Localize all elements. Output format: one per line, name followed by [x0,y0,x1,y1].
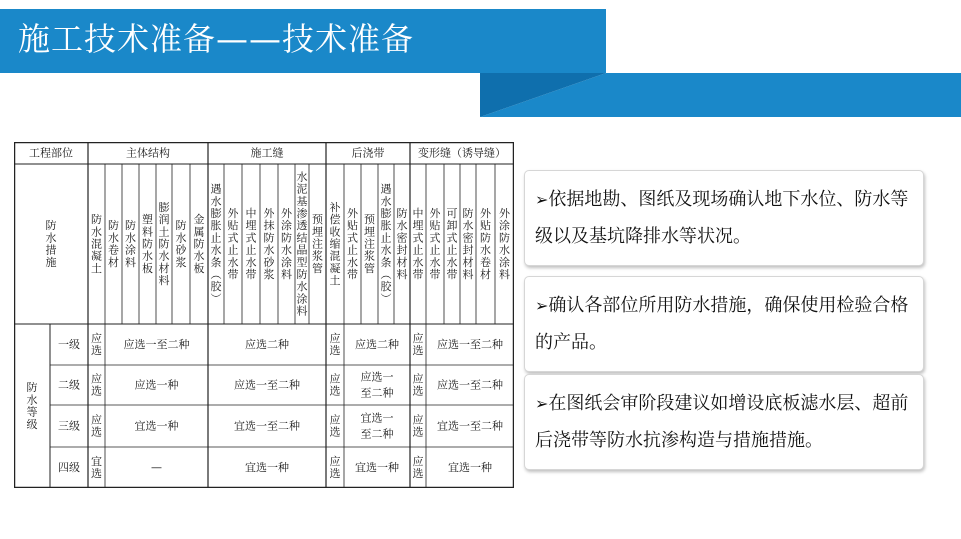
measure-name-21-char: 卸 [446,219,458,233]
measure-name-9-char: 中 [245,207,257,220]
header-deformation-joint: 变形缝（诱导缝） [418,146,506,160]
measure-name-18-char: 材 [396,255,408,269]
measure-name-7-char: 水 [210,243,222,257]
measure-name-4-char: 防 [158,237,170,251]
grade-deform-a-0-char: 选 [412,344,424,358]
grade-label [27,381,38,431]
measure-name-12-char: 水 [296,280,308,294]
grade-deform-a-1-char: 应 [412,372,424,386]
measure-name-13-char: 管 [312,261,323,275]
measure-name-6-char: 水 [193,249,205,263]
measure-name-24-char: 涂 [499,255,510,269]
grade-main-a-2 [91,412,102,438]
measure-name-14-char: 偿 [329,213,341,227]
measure-name-10-char: 外 [263,207,275,220]
measures-label-char: 防 [45,219,57,233]
grade-post-a-3-char: 选 [329,467,341,481]
measure-name-17-char: 胀 [380,219,392,233]
measure-name-15-char: 式 [347,231,358,245]
grade-post-a-1 [330,371,341,397]
measures-label-char: 施 [45,255,57,269]
measure-name-23-char: 材 [480,268,491,281]
note-3-arrow-icon: ➢ [535,394,549,413]
measure-name-4 [159,200,170,287]
measure-name-10 [264,206,276,281]
measure-name-14-char: 土 [329,274,341,288]
measure-name-19-char: 埋 [412,219,424,233]
measure-name-23-char: 外 [480,207,491,220]
measure-name-13 [312,213,323,275]
note-2 [535,287,919,361]
measure-name-7-char: 遇 [210,182,222,196]
measure-name-21 [447,207,458,281]
measure-name-9-char: 止 [245,243,257,257]
measure-name-18-char: 密 [396,231,408,245]
measure-name-22-char: 防 [462,207,474,220]
measure-name-12-char: 结 [296,231,308,245]
measure-name-20-char: 贴 [429,219,441,233]
measure-name-16-char: 管 [364,261,375,275]
grade-deform-a-3 [413,454,424,480]
measure-name-8 [228,206,240,281]
measure-name-21-char: 止 [446,243,458,257]
measures-label [46,219,57,269]
measure-name-8-char: 贴 [227,219,239,233]
measure-name-14-char: 混 [329,249,341,263]
measure-name-11-char: 涂 [281,255,292,269]
measure-name-3-char: 板 [142,261,153,275]
grade-joint-2: 宜选一至二种 [234,419,300,433]
measure-name-12-char: 防 [296,268,308,281]
measure-name-8-char: 外 [227,207,239,220]
measure-name-7-char: 水 [210,194,222,208]
grade-joint-0: 应选二种 [245,338,289,351]
measure-name-1-char: 水 [108,231,119,245]
measure-name-6-char: 属 [193,225,205,239]
measure-name-24-char: 外 [499,207,510,220]
slide-title: 施工技术准备——技术准备 [18,20,415,58]
measure-name-10-char: 浆 [263,268,275,281]
measure-name-22 [463,207,474,281]
grade-main-b-2: 宜选一种 [134,419,179,433]
measure-name-7-char: 胀 [210,219,222,233]
measure-name-7-char: ︵ [210,268,222,281]
measure-name-5-char: 砂 [175,243,187,257]
measures-label-char: 水 [45,231,57,245]
grade-label-char: 水 [26,393,38,407]
measure-name-17-char: 止 [380,231,392,245]
grade-post-a-2-char: 选 [329,425,341,439]
measure-name-12-char: 基 [296,194,308,208]
measure-name-13-char: 注 [312,237,323,251]
measure-name-24-char: 料 [499,268,510,281]
measure-name-16 [364,213,375,275]
measure-name-19-char: 中 [412,207,424,220]
measure-name-15-char: 带 [347,268,358,281]
measure-name-3-char: 塑 [142,213,153,227]
measure-name-0-char: 土 [91,261,102,275]
measure-name-0 [91,213,102,275]
measure-name-1 [108,219,119,269]
measure-name-21-char: 水 [446,255,458,269]
measure-name-21-char: 式 [446,231,458,245]
waterproofing-table-drawing [14,142,514,488]
measure-name-18 [397,207,408,281]
measure-name-8-char: 带 [227,268,239,281]
measure-name-4-char: 水 [158,249,170,263]
grade-deform-a-3-char: 选 [412,467,424,481]
grade-label-char: 防 [26,381,38,395]
measure-name-2-char: 料 [125,255,136,269]
measure-name-17 [381,183,393,306]
measure-name-9-char: 埋 [245,219,257,233]
grade-deform-a-0-char: 应 [412,331,424,345]
measure-name-14-char: 收 [329,225,341,239]
measure-name-8-char: 水 [227,255,239,269]
table-frame [15,143,514,488]
grade-post-b-0: 应选二种 [355,338,399,351]
grade-joint-1: 应选一至二种 [234,378,300,392]
measure-name-15-char: 止 [347,243,358,257]
note-box-3 [524,374,924,470]
measure-name-13-char: 预 [312,213,323,227]
measure-name-12-char: 泥 [296,182,308,196]
measure-name-16-char: 注 [364,237,375,251]
header-main-structure: 主体结构 [126,146,170,160]
grade-name-2: 三级 [58,419,80,433]
measure-name-13-char: 埋 [312,225,323,239]
grade-main-b-0: 应选一至二种 [123,338,190,351]
measure-name-11-char: 料 [281,268,292,281]
measure-name-14-char: 凝 [329,261,341,275]
measure-name-15-char: 外 [347,207,358,220]
measure-name-2-char: 涂 [125,243,136,257]
grade-post-b2-2: 至二种 [360,427,394,441]
note-2-text: 确认各部位所用防水措施，确保使用检验合格的产品。 [535,295,909,353]
waterproofing-table [14,142,514,488]
grade-post-a-3-char: 应 [329,454,341,468]
grade-post-b-1: 应选一 [360,370,394,384]
measure-name-4-char: 材 [158,261,170,275]
measure-name-20-char: 带 [429,268,441,281]
measure-name-11 [281,206,293,281]
measure-name-9-char: 水 [245,255,257,269]
measure-name-18-char: 封 [396,243,408,257]
grade-post-b-2: 宜选一 [360,411,394,425]
grade-main-a-1-char: 选 [91,384,102,398]
measure-name-10-char: 抹 [263,219,275,233]
grade-post-a-2 [330,412,341,438]
title-bar [0,9,606,73]
grade-deform-a-2-char: 应 [412,413,424,427]
measure-name-23-char: 防 [480,231,491,245]
header-project-part: 工程部位 [29,146,73,160]
measure-name-16-char: 埋 [364,225,375,239]
measure-name-18-char: 水 [396,219,408,233]
measure-name-4-char: 润 [158,213,170,227]
measure-name-11-char: 外 [281,207,292,220]
grade-deform-b-3: 宜选一种 [448,461,492,474]
measure-name-7-char: 胶 [210,280,222,294]
measure-name-1-char: 材 [108,255,119,269]
note-box-1 [524,170,924,266]
note-3 [535,385,919,459]
measure-name-12-char: 透 [296,219,308,233]
measure-name-19-char: 式 [412,231,424,245]
measure-name-18-char: 料 [396,268,408,281]
measure-name-5-char: 防 [175,219,187,233]
measure-name-3 [142,213,153,275]
measure-name-20 [430,206,442,281]
measure-name-17-char: ︵ [380,268,392,281]
grade-main-a-0 [91,331,102,357]
measure-name-2-char: 防 [125,219,136,233]
measure-name-22-char: 料 [462,268,474,281]
note-1-arrow-icon: ➢ [535,190,549,209]
grade-deform-b-2: 宜选一至二种 [437,419,503,433]
measure-name-17-char: 胶 [380,280,392,294]
grade-main-a-1-char: 应 [91,372,102,386]
grade-main-b-3: — [151,461,162,474]
grade-name-3: 四级 [58,461,80,474]
grade-main-b-1: 应选一种 [134,378,179,392]
grade-deform-b-0: 应选一至二种 [437,338,503,351]
measure-name-0-char: 混 [91,237,102,251]
grade-deform-a-2-char: 选 [412,425,424,439]
measure-name-22-char: 密 [462,231,474,245]
measure-name-3-char: 防 [142,237,153,251]
grade-main-a-2-char: 选 [91,425,102,439]
measure-name-5-char: 浆 [175,255,187,269]
measure-name-16-char: 预 [364,213,375,227]
measure-name-7-char: 膨 [210,207,222,220]
measure-name-20-char: 式 [429,231,441,245]
grade-post-a-1-char: 选 [329,384,341,398]
measure-name-2 [125,219,136,269]
measure-name-17-char: 水 [380,194,392,208]
measure-name-21-char: 带 [446,268,458,281]
measure-name-10-char: 砂 [263,255,275,269]
measure-name-19-char: 带 [412,268,424,281]
measure-name-17-char: 水 [380,243,392,257]
measure-name-0-char: 防 [91,213,102,227]
header-post-pour-strip: 后浇带 [351,146,385,160]
grade-joint-3: 宜选一种 [245,461,289,474]
measure-name-24-char: 防 [499,231,510,245]
measure-name-19-char: 止 [412,243,424,257]
measure-name-12-char: 型 [296,255,308,269]
measure-name-20-char: 外 [429,207,441,220]
measure-name-22-char: 封 [462,243,474,257]
grade-post-a-3 [330,454,341,480]
measure-name-0-char: 凝 [91,249,102,263]
grade-main-a-3 [91,455,102,480]
grade-post-b-3: 宜选一种 [355,461,399,474]
measure-name-12 [297,169,308,317]
measure-name-16-char: 浆 [364,249,375,263]
measure-name-7-char: 条 [210,255,222,269]
grade-post-b2-1: 至二种 [360,386,394,400]
measure-name-17-char: ︶ [380,292,392,306]
measure-name-9 [246,206,257,281]
measure-name-23 [480,206,492,281]
grade-post-a-1-char: 应 [329,372,341,386]
measure-name-8-char: 止 [227,243,239,257]
grade-name-0: 一级 [58,338,80,351]
measure-name-15 [347,206,359,281]
measure-name-22-char: 材 [462,255,474,269]
measure-name-17-char: 条 [380,255,392,269]
measure-name-24-char: 涂 [499,219,510,233]
grade-deform-a-1 [413,371,424,397]
measure-name-6-char: 板 [193,261,205,275]
measure-name-13-char: 浆 [312,249,323,263]
measure-name-12-char: 渗 [296,207,308,220]
measure-name-6 [194,212,205,275]
grade-post-a-0-char: 应 [329,331,341,345]
measure-name-14-char: 补 [329,200,341,214]
grade-main-a-0-char: 应 [91,331,102,345]
measure-name-20-char: 水 [429,255,441,269]
measure-name-19-char: 水 [412,255,424,269]
measure-name-6-char: 防 [193,237,205,251]
measure-name-6-char: 金 [193,213,205,227]
measure-name-15-char: 水 [347,255,358,269]
measure-name-4-char: 膨 [158,200,170,214]
grade-label-char: 等 [26,405,38,419]
grade-name-1: 二级 [58,378,80,392]
note-2-arrow-icon: ➢ [535,296,549,315]
measure-name-17-char: 遇 [380,182,392,196]
measure-name-5-char: 水 [175,231,187,245]
grade-post-a-0-char: 选 [329,344,341,358]
measure-name-7-char: ︶ [210,292,222,306]
note-box-2 [524,276,924,372]
measure-name-3-char: 料 [142,225,153,239]
measure-name-5 [176,219,188,269]
measure-name-1-char: 卷 [108,243,119,257]
measure-name-23-char: 卷 [480,255,491,269]
grade-label-char: 级 [26,417,38,431]
measure-name-4-char: 土 [158,225,170,239]
measure-name-15-char: 贴 [347,219,358,233]
measure-name-20-char: 止 [429,243,441,257]
grade-deform-a-2 [413,412,424,438]
grade-deform-a-1-char: 选 [412,384,424,398]
measure-name-12-char: 涂 [296,292,308,306]
measure-name-17-char: 膨 [380,207,392,220]
note-3-text: 在图纸会审阶段建议如增设底板滤水层、超前后浇带等防水抗渗构造与措施措施。 [535,393,909,451]
grade-main-a-3-char: 宜 [91,454,102,468]
measure-name-23-char: 贴 [480,219,491,233]
measure-name-7-char: 止 [210,231,222,245]
grade-post-a-0 [330,331,341,357]
measure-name-24-char: 水 [499,243,510,257]
measure-name-23-char: 水 [480,243,491,257]
measure-name-11-char: 涂 [281,219,292,233]
header-construction-joint: 施工缝 [250,146,284,160]
measure-name-8-char: 式 [227,231,239,245]
measure-name-1-char: 防 [108,219,119,233]
measure-name-9-char: 带 [245,268,257,281]
measure-name-11-char: 防 [281,231,292,245]
measure-name-19 [413,206,424,281]
measure-name-10-char: 水 [263,243,275,257]
note-1 [535,181,919,255]
measure-name-2-char: 水 [125,231,136,245]
grade-deform-a-0 [413,331,424,357]
grade-main-a-1 [91,371,102,397]
decorative-banner [0,73,961,117]
grade-main-a-2-char: 应 [91,413,102,427]
measure-name-10-char: 防 [263,231,275,245]
grade-post-a-2-char: 应 [329,413,341,427]
measure-name-24 [499,206,511,281]
measure-name-12-char: 料 [296,304,308,318]
measure-name-11-char: 水 [281,243,292,257]
note-1-text: 依据地勘、图纸及现场确认地下水位、防水等级以及基坑降排水等状况。 [535,189,909,247]
measure-name-0-char: 水 [91,225,102,239]
measures-label-char: 措 [45,243,57,257]
grade-deform-a-3-char: 应 [412,454,424,468]
measure-name-4-char: 料 [158,274,170,288]
measure-name-14-char: 缩 [329,237,341,251]
grade-deform-b-1: 应选一至二种 [437,378,503,392]
measure-name-7 [211,183,223,306]
measure-name-12-char: 晶 [296,243,308,257]
measure-name-3-char: 水 [142,249,153,263]
measure-name-18-char: 防 [396,207,408,220]
grade-main-a-0-char: 选 [91,344,102,358]
measure-name-22-char: 水 [462,219,474,233]
grade-main-a-3-char: 选 [91,467,102,481]
measure-name-21-char: 可 [446,207,458,220]
measure-name-12-char: 水 [296,170,308,184]
measure-name-9-char: 式 [245,231,257,245]
measure-name-14 [330,200,341,287]
